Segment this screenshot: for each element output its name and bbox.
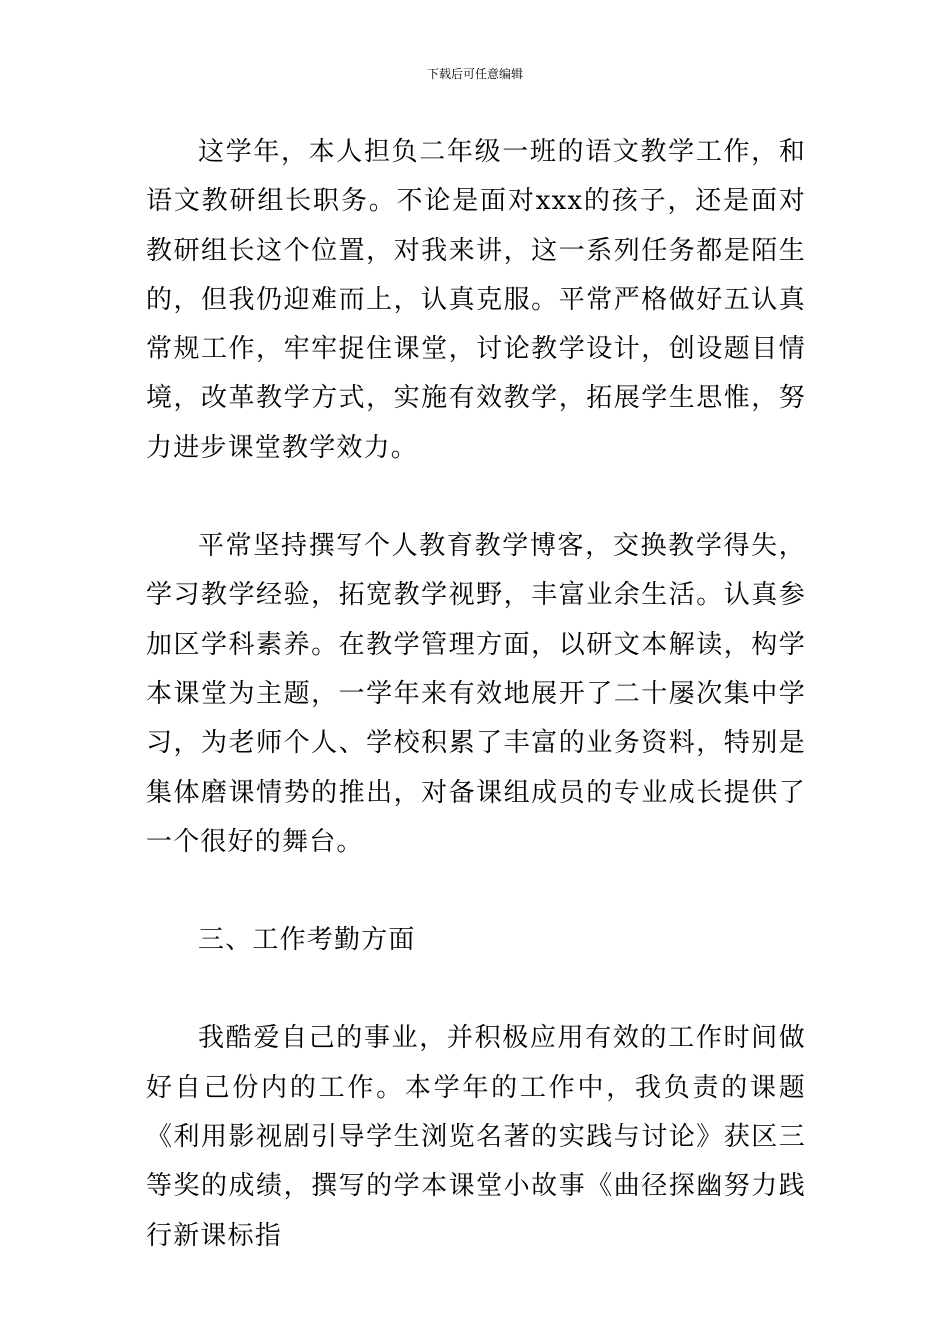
paragraph-blog-and-management: 平常坚持撰写个人教育教学博客，交换教学得失，学习教学经验，拓宽教学视野，丰富业余生活。认真参加区学科素养。在教学管理方面，以研文本解读，构学本课堂为主题，一学年来有效地展开了二十屡次集中学习，为老师个人、学校积累了丰富的业务资料，特别是集体磨课情势的推出，对备课组成员的专业成长提供了一个很好的舞台。 [146, 531, 806, 857]
page-header-note: 下载后可任意编辑 [426, 67, 523, 81]
document-body [146, 128, 806, 1261]
paragraph-teaching-duties: 这学年，本人担负二年级一班的语文教学工作，和语文教研组长职务。不论是面对xxx的孩子，还是面对教研组长这个位置，对我来讲，这一系列任务都是陌生的，但我仍迎难而上，认真克服。平常严格做好五认真常规工作，牢牢捉住课堂，讨论教学设计，创设题目情境，改革教学方式，实施有效教学，拓展学生思惟，努力进步课堂教学效力。 [146, 137, 806, 463]
section-heading-attendance: 三、工作考勤方面 [198, 925, 416, 956]
paragraph-attendance: 我酷爱自己的事业，并积极应用有效的工作时间做好自己份内的工作。本学年的工作中，我负责的课题《利用影视剧引导学生浏览名著的实践与讨论》获区三等奖的成绩，撰写的学本课堂小故事《曲径探幽努力践行新课标指 [146, 1023, 806, 1251]
